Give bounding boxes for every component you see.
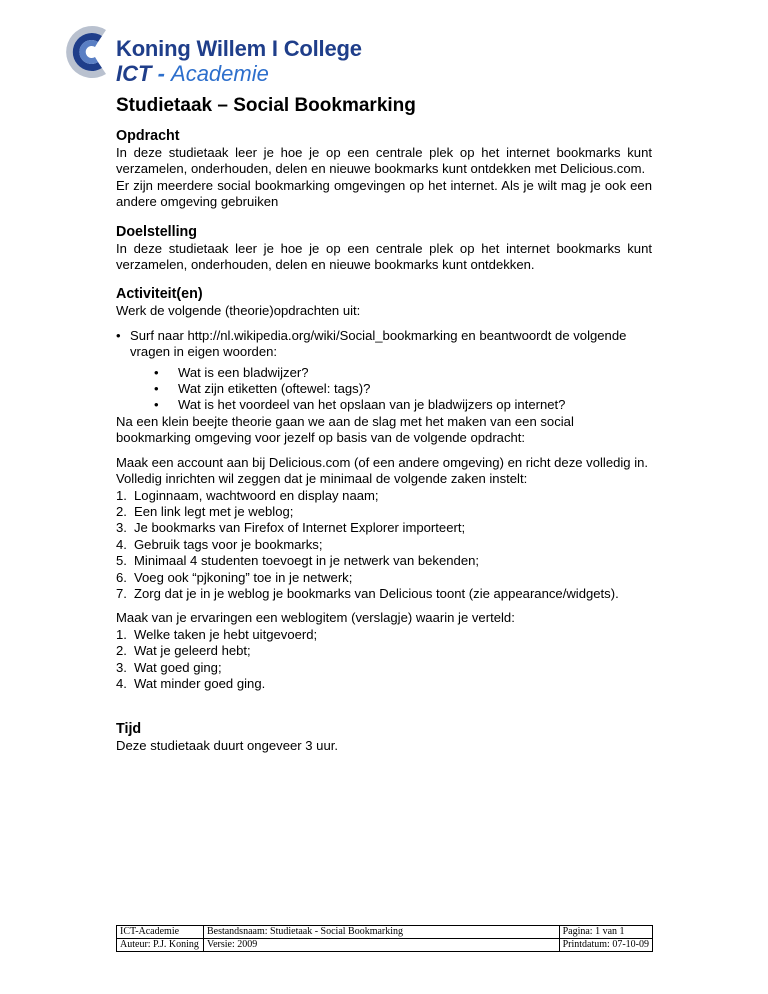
weblog-items-list (116, 627, 652, 693)
step-text: Zorg dat je in je weblog je bookmarks van Delicious toont (zie appearance/widgets). (134, 585, 619, 601)
logo-title: Koning Willem I College (116, 36, 362, 61)
list-item (154, 365, 652, 381)
after-theory-paragraph: Na een klein beejte theorie gaan we aan de slag met het maken van een social bookmarking omgeving voor jezelf op basis van de volgende opdracht: (116, 413, 574, 446)
item-number: 2. (116, 643, 127, 659)
item-text: Wat je geleerd hebt; (134, 643, 251, 659)
question-text: Wat is een bladwijzer? (178, 364, 309, 380)
opdracht-paragraph-2: Er zijn meerdere social bookmarking omgevingen op het internet. Als je wilt mag je ook een andere omgeving gebruiken (116, 177, 652, 210)
footer-author: Auteur: P.J. Koning (117, 939, 204, 952)
account-intro-paragraph: Maak een account aan bij Delicious.com (of een andere omgeving) en richt deze volledig in. Volledig inrichten wil zeggen dat je minimaal de volgende zaken instelt: (116, 454, 649, 487)
question-list (154, 365, 652, 414)
document-body (116, 94, 652, 755)
logo-sub-academie: Academie (171, 61, 269, 86)
step-number: 6. (116, 569, 127, 585)
list-item (116, 660, 652, 676)
account-steps-list (116, 488, 652, 603)
list-item (116, 504, 652, 520)
bullet-icon: • (116, 327, 121, 343)
doelstelling-paragraph: In deze studietaak leer je hoe je op een centrale plek op het internet bookmarks kunt verzamelen, onderhouden, delen en nieuwe bookmarks kunt ontdekken. (116, 240, 652, 273)
list-item (116, 627, 652, 643)
table-row (117, 926, 653, 939)
tijd-paragraph: Deze studietaak duurt ongeveer 3 uur. (116, 738, 339, 754)
footer-department: ICT-Academie (117, 926, 204, 939)
bullet-icon: • (154, 381, 159, 397)
footer-table (116, 925, 653, 952)
footer-version: Versie: 2009 (203, 939, 559, 952)
step-number: 7. (116, 585, 127, 601)
step-number: 4. (116, 536, 127, 552)
opdracht-paragraph-1: In deze studietaak leer je hoe je op een centrale plek op het internet bookmarks kunt verzamelen, onderhouden, delen en nieuwe bookmarks kunt ontdekken met Delicious.com. (116, 145, 652, 177)
list-item (116, 488, 652, 504)
list-item (116, 586, 652, 602)
step-text: Voeg ook “pjkoning” toe in je netwerk; (134, 569, 353, 585)
logo-subtitle (116, 61, 269, 87)
step-text: Gebruik tags voor je bookmarks; (134, 536, 323, 552)
step-number: 1. (116, 487, 127, 503)
weblog-intro-paragraph: Maak van je ervaringen een weblogitem (verslagje) waarin je verteld: (116, 610, 515, 626)
footer-page-number: Pagina: 1 van 1 (559, 926, 652, 939)
step-text: Minimaal 4 studenten toevoegt in je netwerk van bekenden; (134, 553, 480, 569)
document-title: Studietaak – Social Bookmarking (116, 95, 416, 116)
activiteiten-bullet-list (116, 328, 652, 414)
item-number: 1. (116, 626, 127, 642)
list-item (116, 643, 652, 659)
step-number: 3. (116, 520, 127, 536)
list-item (116, 570, 652, 586)
activiteiten-intro: Werk de volgende (theorie)opdrachten uit: (116, 303, 361, 319)
footer-filename: Bestandsnaam: Studietaak - Social Bookmarking (203, 926, 559, 939)
list-item (116, 520, 652, 536)
logo-sub-ict: ICT (116, 61, 152, 86)
list-item (116, 328, 652, 414)
list-item (154, 381, 652, 397)
item-text: Wat goed ging; (134, 659, 222, 675)
activiteiten-heading: Activiteit(en) (116, 286, 203, 303)
college-logo (62, 24, 362, 84)
item-text: Welke taken je hebt uitgevoerd; (134, 626, 318, 642)
question-text: Wat zijn etiketten (oftewel: tags)? (178, 381, 371, 397)
list-item (116, 553, 652, 569)
step-text: Loginnaam, wachtwoord en display naam; (134, 487, 379, 503)
step-text: Een link legt met je weblog; (134, 503, 294, 519)
question-text: Wat is het voordeel van het opslaan van je bladwijzers op internet? (178, 397, 566, 413)
item-number: 3. (116, 659, 127, 675)
list-item (154, 397, 652, 413)
bullet-icon: • (154, 397, 159, 413)
footer-print-date: Printdatum: 07-10-09 (559, 939, 652, 952)
logo-sub-dash: - (151, 61, 172, 86)
opdracht-heading: Opdracht (116, 128, 180, 144)
doelstelling-heading: Doelstelling (116, 223, 198, 240)
step-text: Je bookmarks van Firefox of Internet Explorer importeert; (134, 520, 466, 536)
table-row (117, 939, 653, 952)
bullet-text: Surf naar http://nl.wikipedia.org/wiki/Social_bookmarking en beantwoordt de volgende vragen in eigen woorden: (130, 327, 627, 360)
step-number: 2. (116, 503, 127, 519)
list-item (116, 537, 652, 553)
item-text: Wat minder goed ging. (134, 675, 266, 691)
bullet-icon: • (154, 364, 159, 380)
college-logo-mark-icon (62, 24, 114, 80)
step-number: 5. (116, 553, 127, 569)
item-number: 4. (116, 675, 127, 691)
tijd-heading: Tijd (116, 721, 142, 738)
list-item (116, 676, 652, 692)
